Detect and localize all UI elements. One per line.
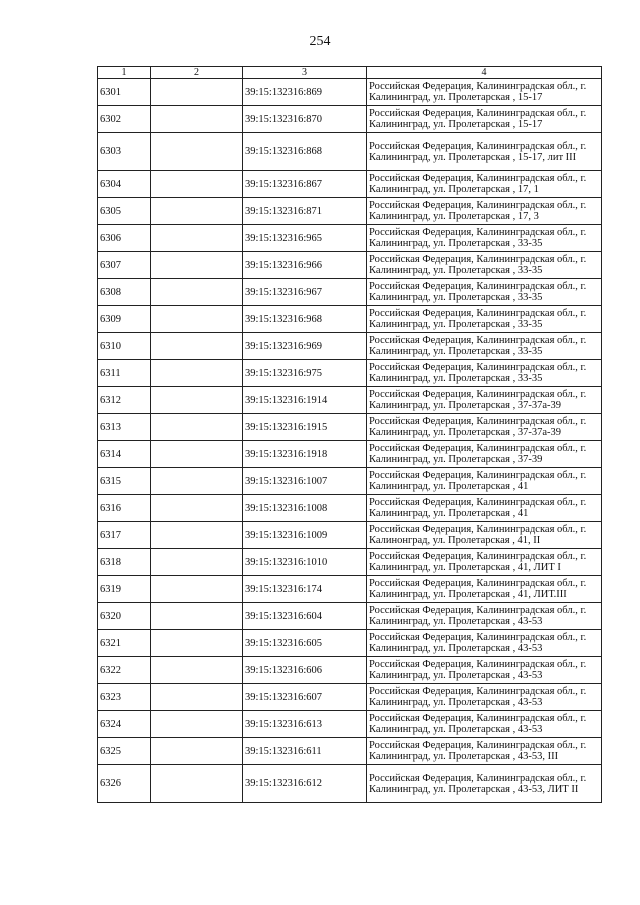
- row-number-cell: 6314: [98, 441, 151, 468]
- address-cell: Российская Федерация, Калининградская обл., г. Калининград, ул. Пролетарская , 43-53: [367, 657, 602, 684]
- table-row: [98, 225, 602, 252]
- row-number-cell: 6324: [98, 711, 151, 738]
- empty-cell: [151, 441, 243, 468]
- row-number-cell: 6321: [98, 630, 151, 657]
- empty-cell: [151, 468, 243, 495]
- table-row: [98, 468, 602, 495]
- address-cell: Российская Федерация, Калининградская обл., г. Калининград, ул. Пролетарская , 41: [367, 468, 602, 495]
- cadastral-number-cell: 39:15:132316:1914: [243, 387, 367, 414]
- empty-cell: [151, 106, 243, 133]
- empty-cell: [151, 603, 243, 630]
- row-number-cell: 6304: [98, 171, 151, 198]
- cadastral-number-cell: 39:15:132316:869: [243, 79, 367, 106]
- address-cell: Российская Федерация, Калининградская обл., г. Калининград, ул. Пролетарская , 41, ЛИТ I: [367, 549, 602, 576]
- table-row: [98, 711, 602, 738]
- cadastral-number-cell: 39:15:132316:967: [243, 279, 367, 306]
- address-cell: Российская Федерация, Калининградская обл., г. Калининград, ул. Пролетарская , 15-17, лит III: [367, 133, 602, 171]
- cadastral-number-cell: 39:15:132316:1010: [243, 549, 367, 576]
- address-cell: Российская Федерация, Калининградская обл., г. Калининград, ул. Пролетарская , 33-35: [367, 360, 602, 387]
- empty-cell: [151, 225, 243, 252]
- empty-cell: [151, 333, 243, 360]
- table-row: [98, 133, 602, 171]
- empty-cell: [151, 684, 243, 711]
- table-row: [98, 738, 602, 765]
- address-cell: Российская Федерация, Калининградская обл., г. Калининград, ул. Пролетарская , 43-53: [367, 630, 602, 657]
- address-cell: Российская Федерация, Калининградская обл., г. Калининград, ул. Пролетарская , 15-17: [367, 106, 602, 133]
- row-number-cell: 6319: [98, 576, 151, 603]
- empty-cell: [151, 765, 243, 803]
- address-cell: Российская Федерация, Калининградская обл., г. Калининград, ул. Пролетарская , 37-37а-39: [367, 414, 602, 441]
- table-row: [98, 279, 602, 306]
- address-cell: Российская Федерация, Калининградская обл., г. Калининград, ул. Пролетарская , 43-53, III: [367, 738, 602, 765]
- table-row: [98, 306, 602, 333]
- row-number-cell: 6306: [98, 225, 151, 252]
- cadastral-number-cell: 39:15:132316:867: [243, 171, 367, 198]
- table-row: [98, 333, 602, 360]
- registry-table: [97, 66, 602, 803]
- address-cell: Российская Федерация, Калининградская обл., г. Калининград, ул. Пролетарская , 37-39: [367, 441, 602, 468]
- cadastral-number-cell: 39:15:132316:174: [243, 576, 367, 603]
- address-cell: Российская Федерация, Калининградская обл., г. Калининград, ул. Пролетарская , 33-35: [367, 252, 602, 279]
- page-number: 254: [309, 34, 331, 49]
- table-row: [98, 657, 602, 684]
- empty-cell: [151, 133, 243, 171]
- row-number-cell: 6313: [98, 414, 151, 441]
- row-number-cell: 6318: [98, 549, 151, 576]
- address-cell: Российская Федерация, Калининградская обл., г. Калининград, ул. Пролетарская , 17, 3: [367, 198, 602, 225]
- table-row: [98, 684, 602, 711]
- cadastral-number-cell: 39:15:132316:968: [243, 306, 367, 333]
- cadastral-number-cell: 39:15:132316:604: [243, 603, 367, 630]
- row-number-cell: 6312: [98, 387, 151, 414]
- cadastral-number-cell: 39:15:132316:870: [243, 106, 367, 133]
- row-number-cell: 6308: [98, 279, 151, 306]
- row-number-cell: 6301: [98, 79, 151, 106]
- address-cell: Российская Федерация, Калининградская обл., г. Калининград, ул. Пролетарская , 43-53, ЛИТ II: [367, 765, 602, 803]
- address-cell: Российская Федерация, Калининградская обл., г. Калининград, ул. Пролетарская , 17, 1: [367, 171, 602, 198]
- row-number-cell: 6311: [98, 360, 151, 387]
- address-cell: Российская Федерация, Калининградская обл., г. Калининград, ул. Пролетарская , 33-35: [367, 279, 602, 306]
- table-row: [98, 630, 602, 657]
- table-row: [98, 576, 602, 603]
- cadastral-number-cell: 39:15:132316:606: [243, 657, 367, 684]
- row-number-cell: 6317: [98, 522, 151, 549]
- cadastral-number-cell: 39:15:132316:871: [243, 198, 367, 225]
- column-header-3: 3: [243, 67, 367, 79]
- cadastral-number-cell: 39:15:132316:611: [243, 738, 367, 765]
- row-number-cell: 6307: [98, 252, 151, 279]
- cadastral-number-cell: 39:15:132316:1009: [243, 522, 367, 549]
- empty-cell: [151, 657, 243, 684]
- row-number-cell: 6322: [98, 657, 151, 684]
- address-cell: Российская Федерация, Калининградская обл., г. Калининград, ул. Пролетарская , 43-53: [367, 603, 602, 630]
- table-row: [98, 106, 602, 133]
- address-cell: Российская Федерация, Калининградская обл., г. Калининград, ул. Пролетарская , 43-53: [367, 711, 602, 738]
- address-cell: Российская Федерация, Калининградская обл., г. Калининград, ул. Пролетарская , 15-17: [367, 79, 602, 106]
- row-number-cell: 6309: [98, 306, 151, 333]
- address-cell: Российская Федерация, Калининградская обл., г. Калинонград, ул. Пролетарская , 41, II: [367, 522, 602, 549]
- header-row: [98, 67, 602, 79]
- column-header-2: 2: [151, 67, 243, 79]
- address-cell: Российская Федерация, Калининградская обл., г. Калининград, ул. Пролетарская , 33-35: [367, 333, 602, 360]
- empty-cell: [151, 522, 243, 549]
- cadastral-number-cell: 39:15:132316:605: [243, 630, 367, 657]
- cadastral-number-cell: 39:15:132316:965: [243, 225, 367, 252]
- empty-cell: [151, 711, 243, 738]
- address-cell: Российская Федерация, Калининградская обл., г. Калининград, ул. Пролетарская , 33-35: [367, 225, 602, 252]
- cadastral-number-cell: 39:15:132316:1007: [243, 468, 367, 495]
- empty-cell: [151, 306, 243, 333]
- table-row: [98, 414, 602, 441]
- table-row: [98, 360, 602, 387]
- empty-cell: [151, 252, 243, 279]
- row-number-cell: 6320: [98, 603, 151, 630]
- table-row: [98, 603, 602, 630]
- empty-cell: [151, 738, 243, 765]
- cadastral-number-cell: 39:15:132316:1918: [243, 441, 367, 468]
- column-header-1: 1: [98, 67, 151, 79]
- row-number-cell: 6323: [98, 684, 151, 711]
- address-cell: Российская Федерация, Калининградская обл., г. Калининград, ул. Пролетарская , 43-53: [367, 684, 602, 711]
- empty-cell: [151, 495, 243, 522]
- cadastral-number-cell: 39:15:132316:612: [243, 765, 367, 803]
- registry-table-body: [98, 67, 602, 803]
- table-row: [98, 765, 602, 803]
- table-row: [98, 79, 602, 106]
- address-cell: Российская Федерация, Калининградская обл., г. Калининград, ул. Пролетарская , 37-37а-39: [367, 387, 602, 414]
- row-number-cell: 6326: [98, 765, 151, 803]
- cadastral-number-cell: 39:15:132316:1915: [243, 414, 367, 441]
- cadastral-number-cell: 39:15:132316:607: [243, 684, 367, 711]
- row-number-cell: 6302: [98, 106, 151, 133]
- row-number-cell: 6325: [98, 738, 151, 765]
- table-row: [98, 522, 602, 549]
- empty-cell: [151, 576, 243, 603]
- table-row: [98, 198, 602, 225]
- empty-cell: [151, 79, 243, 106]
- table-row: [98, 441, 602, 468]
- cadastral-number-cell: 39:15:132316:975: [243, 360, 367, 387]
- cadastral-number-cell: 39:15:132316:966: [243, 252, 367, 279]
- address-cell: Российская Федерация, Калининградская обл., г. Калининград, ул. Пролетарская , 33-35: [367, 306, 602, 333]
- row-number-cell: 6303: [98, 133, 151, 171]
- address-cell: Российская Федерация, Калининградская обл., г. Калининград, ул. Пролетарская , 41, ЛИТ.III: [367, 576, 602, 603]
- empty-cell: [151, 387, 243, 414]
- table-row: [98, 495, 602, 522]
- empty-cell: [151, 360, 243, 387]
- empty-cell: [151, 414, 243, 441]
- table-row: [98, 387, 602, 414]
- row-number-cell: 6315: [98, 468, 151, 495]
- empty-cell: [151, 198, 243, 225]
- empty-cell: [151, 630, 243, 657]
- cadastral-number-cell: 39:15:132316:1008: [243, 495, 367, 522]
- empty-cell: [151, 549, 243, 576]
- row-number-cell: 6310: [98, 333, 151, 360]
- table-row: [98, 549, 602, 576]
- table-row: [98, 252, 602, 279]
- column-header-4: 4: [367, 67, 602, 79]
- empty-cell: [151, 171, 243, 198]
- cadastral-number-cell: 39:15:132316:613: [243, 711, 367, 738]
- row-number-cell: 6316: [98, 495, 151, 522]
- table-row: [98, 171, 602, 198]
- address-cell: Российская Федерация, Калининградская обл., г. Калининград, ул. Пролетарская , 41: [367, 495, 602, 522]
- cadastral-number-cell: 39:15:132316:868: [243, 133, 367, 171]
- cadastral-number-cell: 39:15:132316:969: [243, 333, 367, 360]
- row-number-cell: 6305: [98, 198, 151, 225]
- empty-cell: [151, 279, 243, 306]
